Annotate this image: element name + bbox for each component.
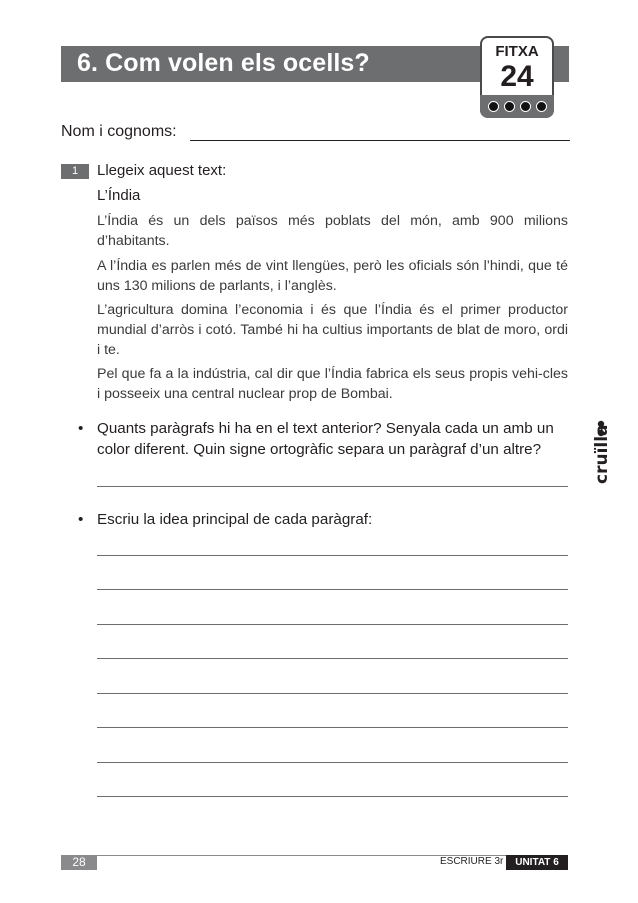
name-label: Nom i cognoms: xyxy=(61,123,177,140)
answer-line[interactable] xyxy=(97,658,568,659)
fitxa-number: 24 xyxy=(500,60,534,93)
question-2-text: Escriu la idea principal de cada paràgraf: xyxy=(97,511,373,528)
footer-book: ESCRIURE 3r xyxy=(440,856,504,867)
brand-logo xyxy=(583,416,617,486)
difficulty-dot-icon xyxy=(520,101,531,112)
answer-line[interactable] xyxy=(97,796,568,797)
bullet-icon: • xyxy=(78,420,84,437)
paragraph-2: A l’Índia es parlen més de vint llengües, però les oficials són l’hindi, que té uns 130 milions de parlants, i l’anglès. xyxy=(97,258,568,294)
difficulty-dot-icon xyxy=(536,101,547,112)
fitxa-label: FITXA xyxy=(495,43,539,60)
answer-line[interactable] xyxy=(97,555,568,556)
exercise-number: 1 xyxy=(61,164,89,179)
paragraph-1: L’Índia és un dels països més poblats del món, amb 900 milions d’habitants. xyxy=(97,213,568,249)
footer-unit: UNITAT 6 xyxy=(506,855,568,870)
difficulty-dot-icon xyxy=(504,101,515,112)
page-number: 28 xyxy=(61,855,97,870)
question-1-text: Quants paràgrafs hi ha en el text anterior? Senyala cada un amb un color diferent. Quin signe ortogràfic separa un paràgraf d’un altre? xyxy=(97,420,554,458)
question-1 xyxy=(78,418,570,460)
brand-name: cruïlla xyxy=(592,424,612,484)
answer-line[interactable] xyxy=(97,486,568,487)
bullet-icon: • xyxy=(78,511,84,528)
cruilla-logo-icon xyxy=(583,416,617,486)
paragraph-4: Pel que fa a la indústria, cal dir que l’Índia fabrica els seus propis vehi-cles i posseeix una central nuclear prop de Bombai. xyxy=(97,366,568,402)
answer-line[interactable] xyxy=(97,589,568,590)
name-field[interactable] xyxy=(190,140,570,141)
answer-line[interactable] xyxy=(97,693,568,694)
fitxa-badge xyxy=(480,36,554,118)
paragraph-3: L’agricultura domina l’economia i és que l’Índia és el primer productor mundial d’arròs i cotó. També hi ha cultius importants de blat de moro, ordi i te. xyxy=(97,302,568,358)
answer-line[interactable] xyxy=(97,727,568,728)
answer-line[interactable] xyxy=(97,624,568,625)
page-title: 6. Com volen els ocells? xyxy=(77,49,370,77)
text-title: L’Índia xyxy=(97,187,141,204)
answer-line[interactable] xyxy=(97,762,568,763)
question-2 xyxy=(78,509,570,530)
difficulty-dots xyxy=(480,95,554,118)
difficulty-dot-icon xyxy=(488,101,499,112)
exercise-instruction: Llegeix aquest text: xyxy=(97,162,227,179)
